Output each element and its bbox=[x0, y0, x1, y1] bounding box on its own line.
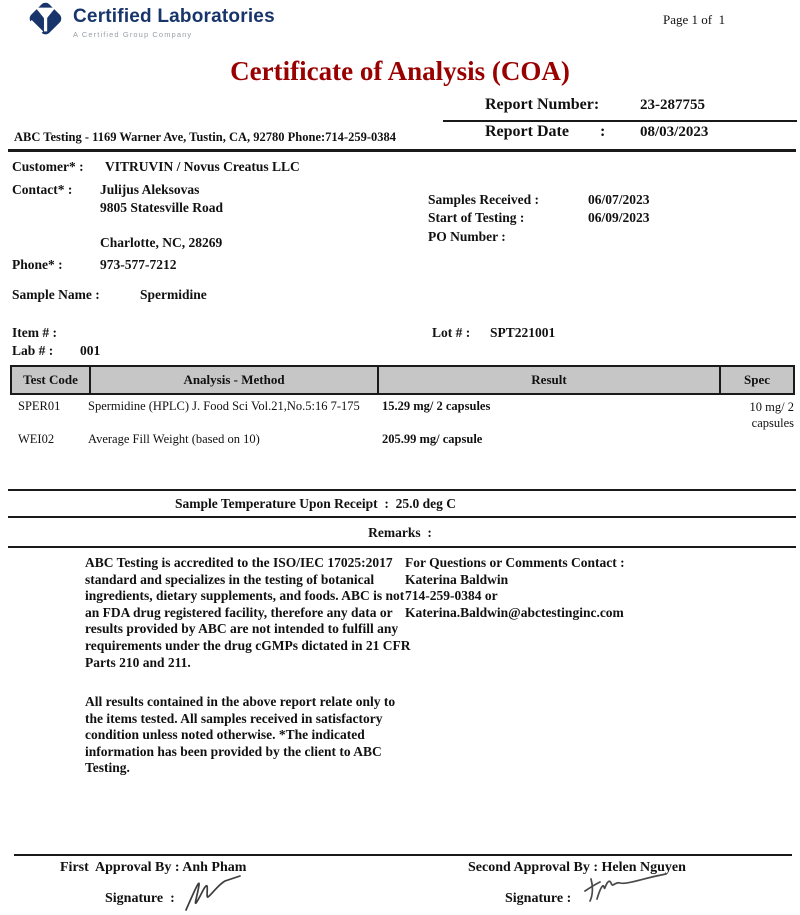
contact-name: Julijus Aleksovas bbox=[100, 182, 200, 197]
table-row-result: 15.29 mg/ 2 capsules bbox=[382, 399, 491, 413]
second-signature-handwriting bbox=[582, 870, 672, 915]
column-header-spec: Spec bbox=[744, 372, 770, 387]
remarks-divider-rule bbox=[8, 546, 796, 548]
lab-address-line: ABC Testing - 1169 Warner Ave, Tustin, CA, 92780 Phone:714-259-0384 bbox=[14, 130, 396, 144]
sample-name-label: Sample Name : bbox=[12, 287, 100, 302]
table-row-spec: 10 mg/ 2 capsules bbox=[749, 400, 794, 430]
contact-person-name: Katerina Baldwin bbox=[405, 571, 509, 587]
second-signature-label: Signature : bbox=[505, 891, 572, 906]
customer-label: Customer* : bbox=[12, 159, 84, 174]
first-signature-label: Signature : bbox=[105, 891, 175, 906]
contact-phone: 714-259-0384 or bbox=[405, 588, 498, 604]
first-approval-label: First Approval By : Anh Pham bbox=[60, 860, 247, 875]
contact-label: Contact* : bbox=[12, 182, 73, 197]
logo-title: Certified Laboratories bbox=[73, 6, 275, 27]
report-number-underline bbox=[443, 120, 797, 122]
start-of-testing-value: 06/09/2023 bbox=[588, 210, 650, 225]
table-row-test-code: SPER01 bbox=[18, 399, 61, 413]
page-number-label: Page 1 of 1 bbox=[663, 12, 726, 27]
second-approval-label: Second Approval By : Helen Nguyen bbox=[468, 860, 686, 875]
lot-number-value: SPT221001 bbox=[490, 325, 556, 340]
contact-email: Katerina.Baldwin@abctestinginc.com bbox=[405, 604, 624, 620]
column-header-analysis-method: Analysis - Method bbox=[91, 367, 379, 393]
questions-contact-block bbox=[405, 555, 725, 621]
sample-name-value: Spermidine bbox=[140, 287, 207, 302]
results-table-header bbox=[10, 365, 795, 395]
remarks-label: Remarks : bbox=[368, 525, 432, 540]
header-divider-rule bbox=[8, 149, 796, 152]
table-row-method: Average Fill Weight (based on 10) bbox=[88, 432, 260, 446]
customer-address-line1: 9805 Statesville Road bbox=[100, 200, 223, 215]
lab-number-label: Lab # : bbox=[12, 343, 54, 358]
samples-received-value: 06/07/2023 bbox=[588, 192, 650, 207]
page-title: Certificate of Analysis (COA) bbox=[230, 56, 570, 86]
table-row-test-code: WEI02 bbox=[18, 432, 55, 446]
start-of-testing-label: Start of Testing : bbox=[428, 210, 525, 225]
accreditation-paragraph: ABC Testing is accredited to the ISO/IEC 17025:2017 standard and specializes in the testing of botanical ingredients, dietary supplements, and foods. ABC is not an FDA drug registered facility, therefore any data or results provided by ABC are not intended to fulfill any requirements under the drug cGMPs dictated in 21 CFR Parts 210 and 211. bbox=[85, 555, 411, 670]
lot-number-label: Lot # : bbox=[432, 325, 471, 340]
contact-heading: For Questions or Comments Contact : bbox=[405, 555, 625, 570]
report-date-colon: : bbox=[600, 123, 606, 140]
lab-number-value: 001 bbox=[80, 343, 101, 358]
table-row-result: 205.99 mg/ capsule bbox=[382, 432, 483, 446]
first-signature-handwriting bbox=[182, 872, 248, 915]
results-disclaimer-paragraph: All results contained in the above report relate only to the items tested. All samples received in satisfactory condition unless noted otherwise. *The indicated information has been provided by the client to ABC Testing. bbox=[85, 694, 396, 776]
report-date-value: 08/03/2023 bbox=[640, 124, 709, 140]
sample-temperature-line: Sample Temperature Upon Receipt : 25.0 deg C bbox=[175, 496, 456, 511]
table-bottom-rule bbox=[8, 489, 796, 491]
customer-address-line2: Charlotte, NC, 28269 bbox=[100, 235, 223, 250]
footer-divider-rule bbox=[14, 854, 792, 856]
phone-value: 973-577-7212 bbox=[100, 257, 177, 272]
logo-tagline: A Certified Group Company bbox=[73, 29, 193, 39]
samples-received-label: Samples Received : bbox=[428, 192, 539, 207]
certified-laboratories-cube-icon bbox=[25, 1, 65, 39]
customer-value: VITRUVIN / Novus Creatus LLC bbox=[105, 159, 300, 174]
report-number-label: Report Number: bbox=[485, 96, 600, 113]
po-number-label: PO Number : bbox=[428, 229, 506, 244]
report-date-label: Report Date bbox=[485, 123, 569, 140]
table-row-method: Spermidine (HPLC) J. Food Sci Vol.21,No.5:16 7-175 bbox=[88, 399, 360, 413]
report-number-value: 23-287755 bbox=[640, 97, 705, 113]
item-number-label: Item # : bbox=[12, 325, 57, 340]
temperature-divider-rule bbox=[8, 516, 796, 518]
certified-laboratories-logo bbox=[25, 1, 275, 39]
column-header-test-code: Test Code bbox=[12, 367, 91, 393]
phone-label: Phone* : bbox=[12, 257, 63, 272]
column-header-result: Result bbox=[379, 367, 721, 393]
